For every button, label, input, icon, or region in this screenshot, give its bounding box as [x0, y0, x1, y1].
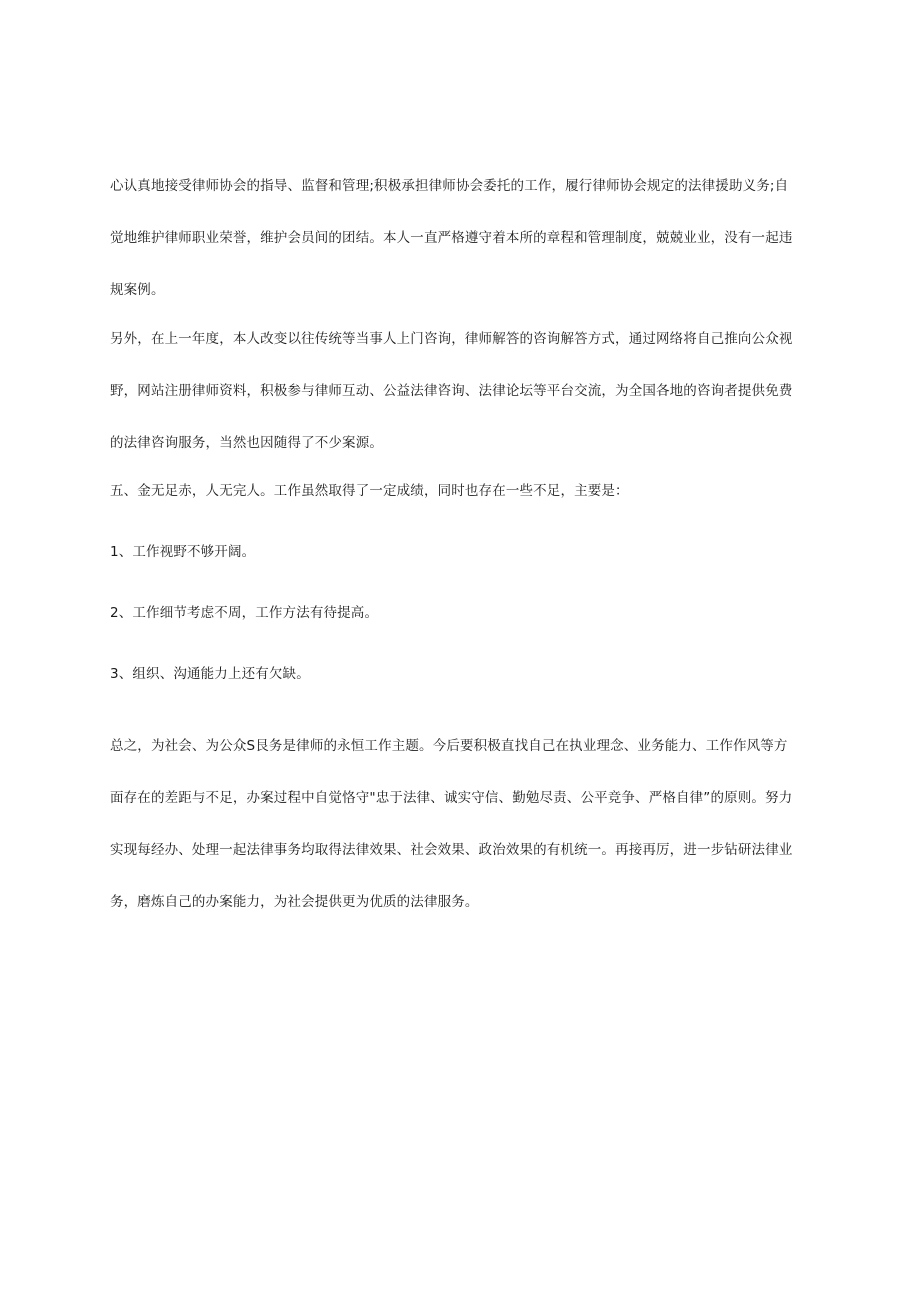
text-line: 2、工作细节考虑不周，工作方法有待提高。 — [110, 605, 379, 621]
text-line: 五、金无足赤，人无完人。工作虽然取得了一定成绩，同时也存在一些不足，主要是： — [110, 483, 629, 499]
text-line: 3、组织、沟通能力上还有欠缺。 — [110, 666, 310, 682]
text-line: 务，磨炼自己的办案能力，为社会提供更为优质的法律服务。 — [110, 894, 479, 910]
text-line: 实现每经办、处理一起法律事务均取得法律效果、社会效果、政治效果的有机统一。再接再厉，进一步钻研法律业 — [110, 842, 793, 858]
text-line: 规案例。 — [110, 282, 165, 298]
text-line: 觉地维护律师职业荣誉，维护会员间的团结。本人一直严格遵守着本所的章程和管理制度，兢兢业业，没有一起违 — [110, 230, 793, 246]
list-item-1 — [110, 526, 822, 578]
paragraph-shortcomings-intro — [110, 465, 822, 517]
paragraph-conclusion — [110, 720, 822, 928]
text-line: 的法律咨询服务，当然也因随得了不少案源。 — [110, 435, 383, 451]
text-line: 面存在的差距与不足，办案过程中自觉恪守"忠于法律、诚实守信、勤勉尽责、公平竞争、严格自律”的原则。努力 — [110, 790, 793, 806]
text-line: 心认真地接受律师协会的指导、监督和管理;积极承担律师协会委托的工作，履行律师协会规定的法律援助义务;自 — [110, 178, 789, 194]
paragraph-online-consulting — [110, 313, 822, 469]
text-line: 野，网站注册律师资料，积极参与律师互动、公益法律咨询、法律论坛等平台交流，为全国各地的咨询者提供免费 — [110, 383, 793, 399]
text-line: 1、工作视野不够开阔。 — [110, 544, 256, 560]
list-item-3 — [110, 648, 822, 700]
text-line: 总之，为社会、为公众S艮务是律师的永恒工作主题。今后要积极直找自己在执业理念、业务能力、工作作风等方 — [110, 738, 788, 754]
paragraph-duties — [110, 160, 822, 316]
text-line: 另外，在上一年度，本人改变以往传统等当事人上门咨询，律师解答的咨询解答方式，通过网络将自己推向公众视 — [110, 331, 793, 347]
list-item-2 — [110, 587, 822, 639]
